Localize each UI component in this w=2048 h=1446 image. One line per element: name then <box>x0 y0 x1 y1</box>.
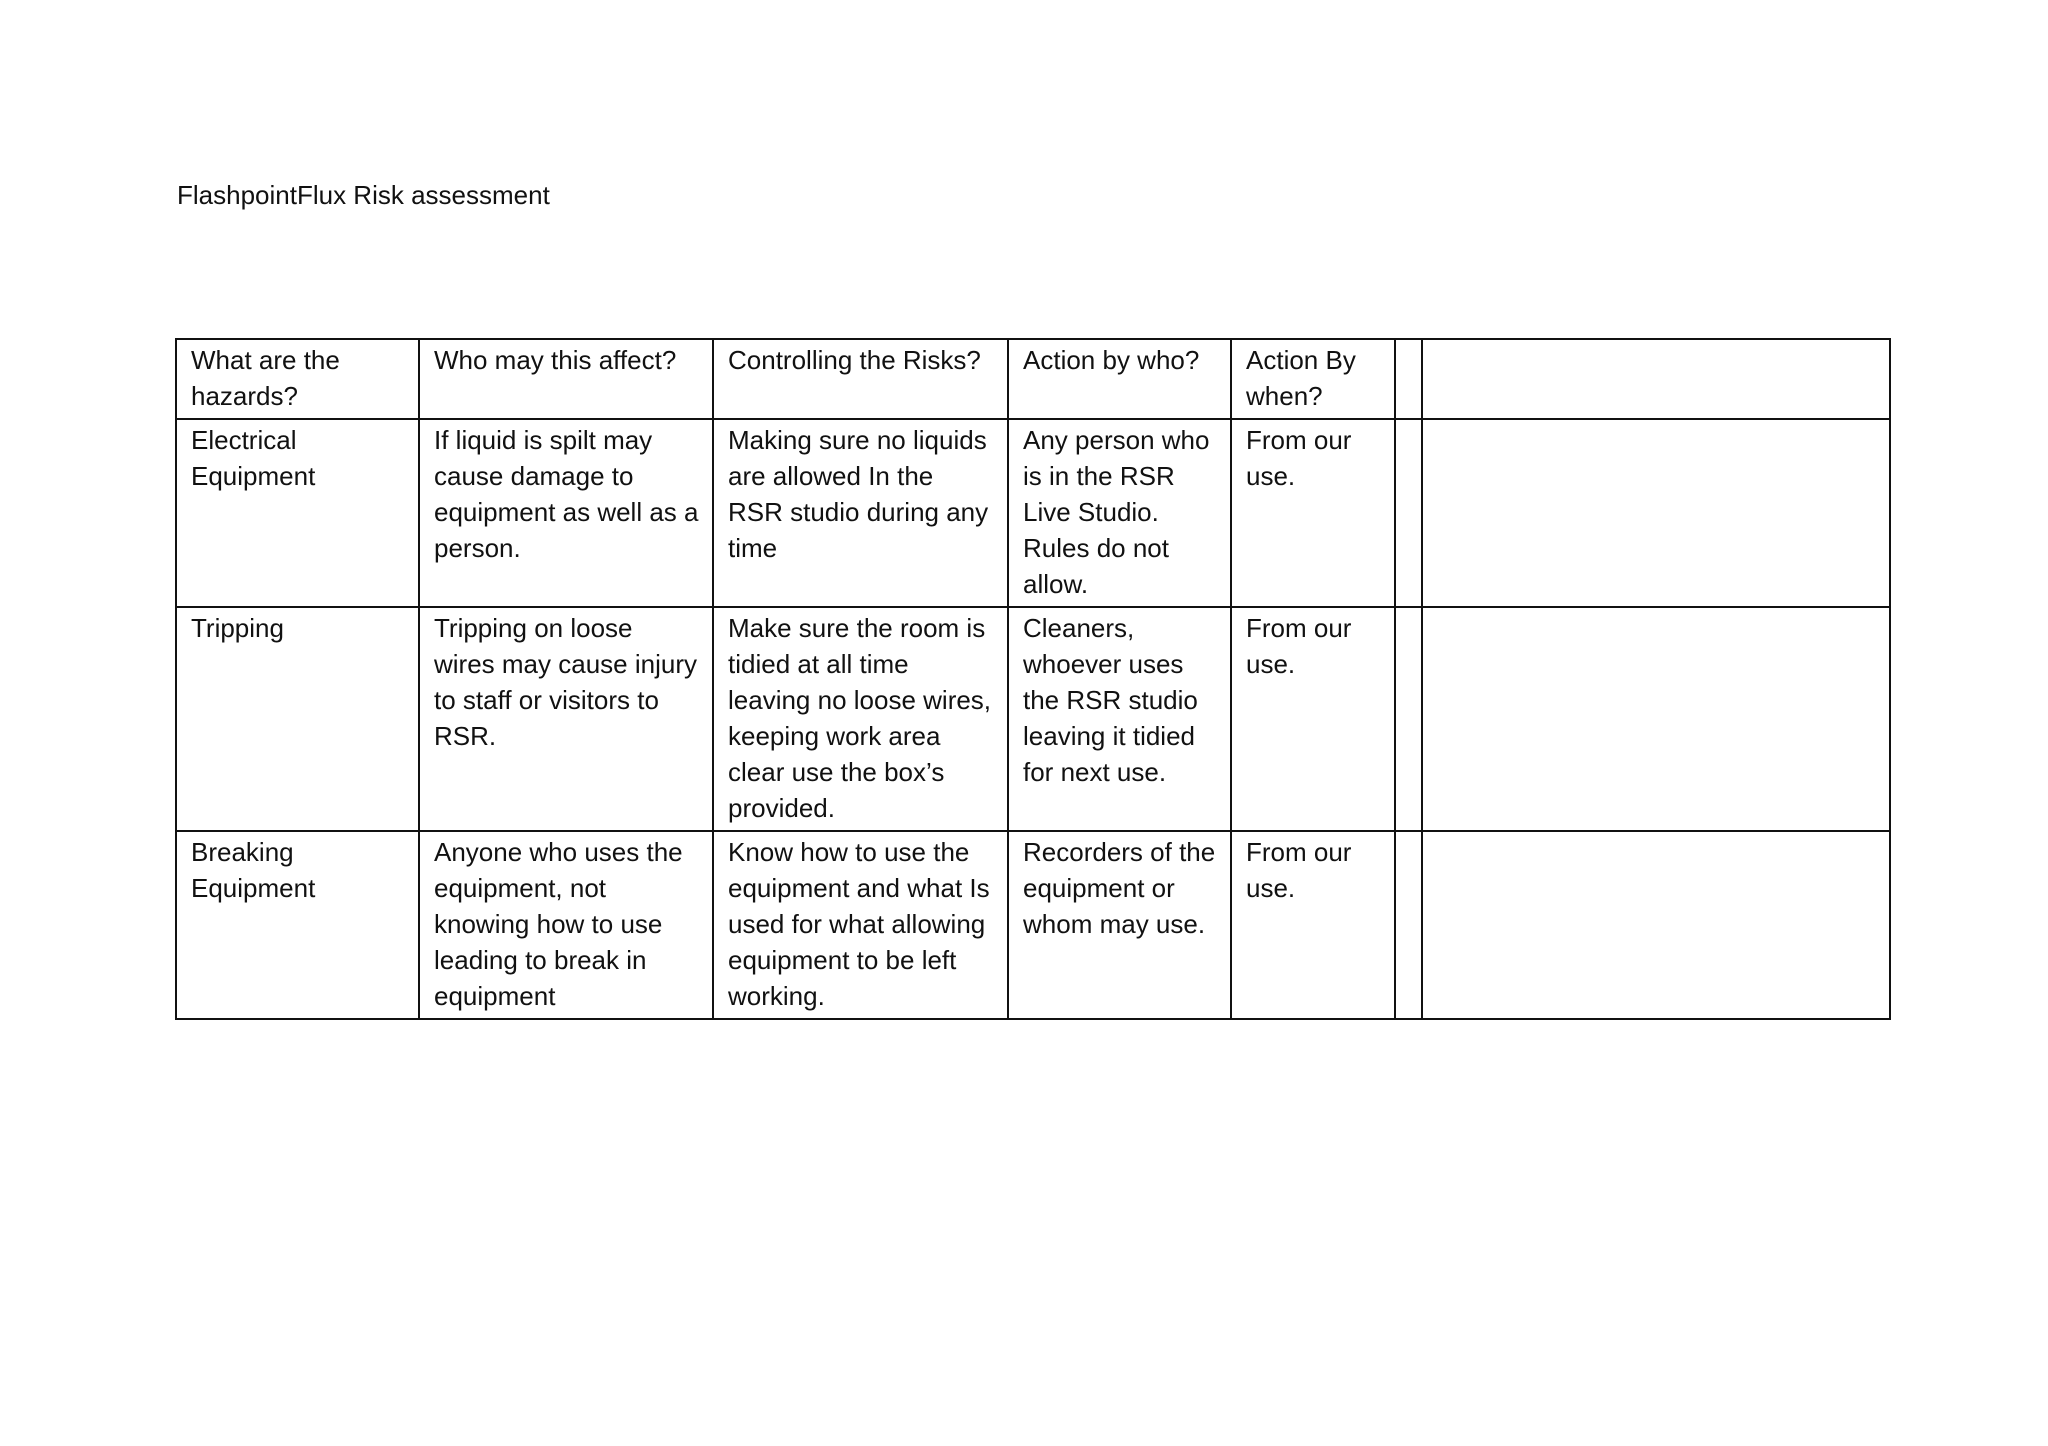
control-cell: Making sure no liquids are allowed In the RSR studio during any time <box>713 419 1008 607</box>
hazard-cell: Electrical Equipment <box>176 419 419 607</box>
header-cell-who-affected: Who may this affect? <box>419 339 713 419</box>
table-row <box>176 419 1890 607</box>
action-when-cell: From our use. <box>1231 607 1395 831</box>
empty-wide-cell <box>1422 419 1890 607</box>
risk-assessment-table <box>175 338 1891 1020</box>
hazard-cell: Tripping <box>176 607 419 831</box>
affects-cell: Anyone who uses the equipment, not knowing how to use leading to break in equipment <box>419 831 713 1019</box>
header-cell-action-by-who: Action by who? <box>1008 339 1231 419</box>
header-cell-empty-narrow <box>1395 339 1422 419</box>
control-cell: Make sure the room is tidied at all time leaving no loose wires, keeping work area clear use the box’s provided. <box>713 607 1008 831</box>
empty-wide-cell <box>1422 607 1890 831</box>
affects-cell: Tripping on loose wires may cause injury to staff or visitors to RSR. <box>419 607 713 831</box>
header-cell-hazards: What are the hazards? <box>176 339 419 419</box>
control-cell: Know how to use the equipment and what Is used for what allowing equipment to be left working. <box>713 831 1008 1019</box>
document-title: FlashpointFlux Risk assessment <box>177 180 550 210</box>
table-row <box>176 831 1890 1019</box>
header-cell-controlling-risks: Controlling the Risks? <box>713 339 1008 419</box>
empty-wide-cell <box>1422 831 1890 1019</box>
empty-narrow-cell <box>1395 419 1422 607</box>
empty-narrow-cell <box>1395 831 1422 1019</box>
action-by-cell: Any person who is in the RSR Live Studio. Rules do not allow. <box>1008 419 1231 607</box>
empty-narrow-cell <box>1395 607 1422 831</box>
action-by-cell: Recorders of the equipment or whom may use. <box>1008 831 1231 1019</box>
table-row <box>176 607 1890 831</box>
hazard-cell: Breaking Equipment <box>176 831 419 1019</box>
action-when-cell: From our use. <box>1231 831 1395 1019</box>
header-cell-empty-wide <box>1422 339 1890 419</box>
action-by-cell: Cleaners, whoever uses the RSR studio leaving it tidied for next use. <box>1008 607 1231 831</box>
header-cell-action-by-when: Action By when? <box>1231 339 1395 419</box>
table-header-row <box>176 339 1890 419</box>
action-when-cell: From our use. <box>1231 419 1395 607</box>
affects-cell: If liquid is spilt may cause damage to equipment as well as a person. <box>419 419 713 607</box>
